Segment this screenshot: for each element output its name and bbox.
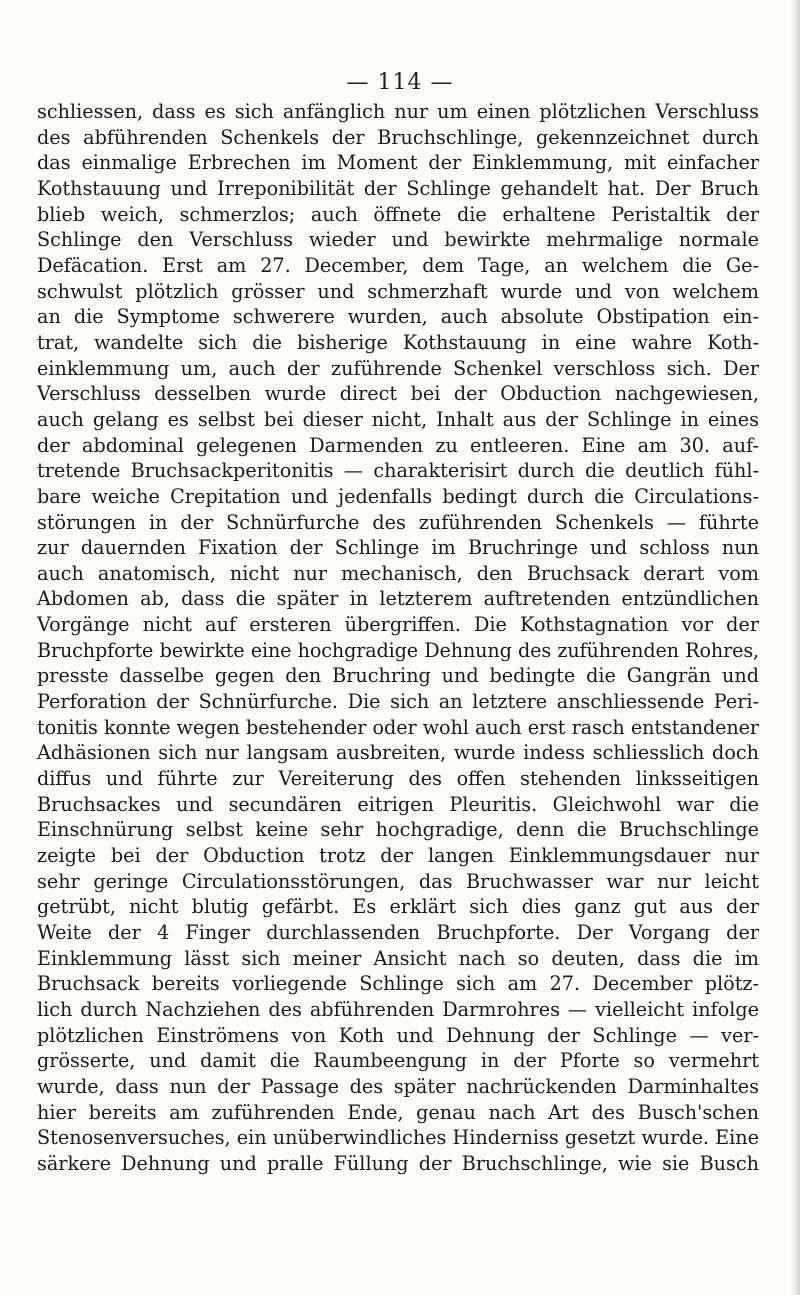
text-line: plötzlichen Einströmens von Koth und Dehnung der Schlinge — ver- — [37, 1023, 759, 1047]
text-line: Kothstauung und Irreponibilität der Schlinge gehandelt hat. Der Bruch — [37, 176, 759, 200]
text-line: schliessen, dass es sich anfänglich nur um einen plötzlichen Verschluss — [37, 100, 759, 123]
text-line: Bruchsackes und secundären eitrigen Pleuritis. Gleichwohl war die — [37, 792, 759, 816]
text-line: auch gelang es selbst bei dieser nicht, Inhalt aus der Schlinge in eines — [37, 407, 759, 431]
text-line: der abdominal gelegenen Darmenden zu entleeren. Eine am 30. auf- — [37, 433, 759, 457]
text-line: Perforation der Schnürfurche. Die sich an letztere anschliessende Peri- — [37, 690, 759, 714]
page-number: — 114 — — [346, 70, 454, 95]
text-line: bare weiche Crepitation und jedenfalls bedingt durch die Circulations- — [37, 484, 759, 508]
text-line: Bruchpforte bewirkte eine hochgradige Dehnung des zuführenden Rohres, — [37, 638, 759, 662]
text-line: tretende Bruchsackperitonitis — charakterisirt durch die deutlich fühl- — [37, 459, 759, 483]
text-line: getrübt, nicht blutig gefärbt. Es erklärt sich dies ganz gut aus der — [37, 895, 759, 919]
body-text — [37, 99, 759, 1177]
text-line: Einschnürung selbst keine sehr hochgradige, denn die Bruchschlinge — [37, 818, 759, 842]
text-line: an die Symptome schwerere wurden, auch absolute Obstipation ein- — [37, 305, 759, 329]
text-line: Vorgänge nicht auf ersteren übergriffen. Die Kothstagnation vor der — [37, 613, 759, 637]
page-edge-shadow — [790, 0, 800, 1295]
text-line: zeigte bei der Obduction trotz der langen Einklemmungsdauer nur — [37, 844, 759, 868]
text-line: blieb weich, schmerzlos; auch öffnete die erhaltene Peristaltik der — [37, 202, 759, 226]
text-line: das einmalige Erbrechen im Moment der Einklemmung, mit einfacher — [37, 151, 759, 175]
text-line: einklemmung um, auch der zuführende Schenkel verschloss sich. Der — [37, 356, 759, 380]
text-line: Einklemmung lässt sich meiner Ansicht nach so deuten, dass die im — [37, 946, 759, 970]
text-line: zur dauernden Fixation der Schlinge im Bruchringe und schloss nun — [37, 536, 759, 560]
text-line: Adhäsionen sich nur langsam ausbreiten, wurde indess schliesslich doch — [37, 741, 759, 765]
text-line: särkere Dehnung und pralle Füllung der Bruchschlinge, wie sie Busch — [37, 1151, 759, 1175]
text-line: wurde, dass nun der Passage des später nachrückenden Darminhaltes — [37, 1074, 759, 1098]
text-line: lich durch Nachziehen des abführenden Darmrohres — vielleicht infolge — [37, 997, 759, 1021]
text-line: hier bereits am zuführenden Ende, genau nach Art des Busch'schen — [37, 1100, 759, 1124]
text-line: störungen in der Schnürfurche des zuführenden Schenkels — führte — [37, 510, 759, 534]
text-line: Verschluss desselben wurde direct bei der Obduction nachgewiesen, — [37, 382, 759, 406]
text-line: sehr geringe Circulationsstörungen, das Bruchwasser war nur leicht — [37, 869, 759, 893]
text-line: grösserte, und damit die Raumbeengung in der Pforte so vermehrt — [37, 1049, 759, 1073]
text-line: des abführenden Schenkels der Bruchschlinge, gekennzeichnet durch — [37, 125, 759, 149]
text-line: Weite der 4 Finger durchlassenden Bruchpforte. Der Vorgang der — [37, 921, 759, 944]
text-line: presste dasselbe gegen den Bruchring und bedingte die Gangrän und — [37, 664, 759, 688]
text-line: tonitis konnte wegen bestehender oder wohl auch erst rasch entstandener — [37, 715, 759, 739]
text-line: Abdomen ab, dass die später in letzterem auftretenden entzündlichen — [37, 587, 759, 611]
text-line: Schlinge den Verschluss wieder und bewirkte mehrmalige normale — [37, 228, 759, 252]
text-line: schwulst plötzlich grösser und schmerzhaft wurde und von welchem — [37, 279, 759, 303]
text-line: Defäcation. Erst am 27. December, dem Tage, an welchem die Ge- — [37, 253, 759, 277]
text-line: Bruchsack bereits vorliegende Schlinge sich am 27. December plötz- — [37, 972, 759, 996]
text-line: trat, wandelte sich die bisherige Kothstauung in eine wahre Koth- — [37, 330, 759, 354]
text-line: Stenosenversuches, ein unüberwindliches Hinderniss gesetzt wurde. Eine — [37, 1126, 759, 1150]
text-line: diffus und führte zur Vereiterung des offen stehenden linksseitigen — [37, 767, 759, 791]
text-line: auch anatomisch, nicht nur mechanisch, den Bruchsack derart vom — [37, 561, 759, 585]
